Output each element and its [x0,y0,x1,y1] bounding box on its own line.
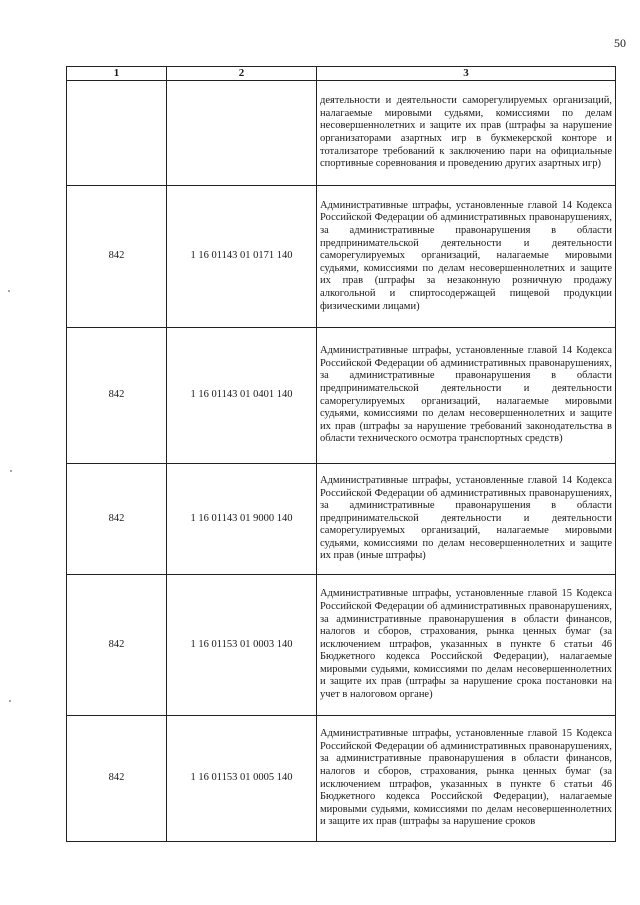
column-header-1: 1 [67,67,167,81]
admin-code-cell: 842 [67,575,167,716]
column-header-2: 2 [167,67,317,81]
table-header-row [67,67,616,81]
column-header-3: 3 [317,67,616,81]
budget-code-cell: 1 16 01143 01 0171 140 [167,186,317,328]
description-cell: деятельности и деятельности саморегулируемых организаций, налагаемые мировыми судьями, комиссиями по делам несовершеннолетних и защите их прав (штрафы за нарушение организаторами азартных игр в букмекерской конторе и тотализаторе требований к заключению пари на официальные спортивные соревнования и проведению других азартных игр) [317,81,616,186]
scan-speck [9,700,11,702]
budget-code-cell: 1 16 01153 01 0005 140 [167,716,317,842]
budget-code-cell: 1 16 01143 01 9000 140 [167,464,317,575]
budget-code-cell: 1 16 01143 01 0401 140 [167,328,317,464]
budget-code-cell: 1 16 01153 01 0003 140 [167,575,317,716]
table-row [67,716,616,842]
admin-code-cell: 842 [67,186,167,328]
budget-code-cell [167,81,317,186]
table-row [67,464,616,575]
table-row [67,328,616,464]
description-cell: Административные штрафы, установленные главой 14 Кодекса Российской Федерации об административных правонарушениях, за административные правонарушения в области предпринимательской деятельности и деятельности саморегулируемых организаций, налагаемые мировыми судьями, комиссиями по делам несовершеннолетних и защите их прав (штрафы за незаконную розничную продажу алкогольной и спиртосодержащей пищевой продукции физическими лицами) [317,186,616,328]
admin-code-cell: 842 [67,328,167,464]
description-cell: Административные штрафы, установленные главой 14 Кодекса Российской Федерации об административных правонарушениях, за административные правонарушения в области предпринимательской деятельности и деятельности саморегулируемых организаций, налагаемые мировыми судьями, комиссиями по делам несовершеннолетних и защите их прав (иные штрафы) [317,464,616,575]
description-cell: Административные штрафы, установленные главой 15 Кодекса Российской Федерации об административных правонарушениях, за административные правонарушения в области финансов, налогов и сборов, страхования, рынка ценных бумаг (за исключением штрафов, указанных в пункте 6 статьи 46 Бюджетного кодекса Российской Федерации), налагаемые мировыми судьями, комиссиями по делам несовершеннолетних и защите их прав (штрафы за нарушение срока постановки на учет в налоговом органе) [317,575,616,716]
page-number: 50 [614,36,626,50]
description-cell: Административные штрафы, установленные главой 15 Кодекса Российской Федерации об административных правонарушениях, за административные правонарушения в области финансов, налогов и сборов, страхования, рынка ценных бумаг (за исключением штрафов, указанных в пункте 6 статьи 46 Бюджетного кодекса Российской Федерации), налагаемые мировыми судьями, комиссиями по делам несовершеннолетних и защите их прав (штрафы за нарушение сроков [317,716,616,842]
table-row [67,81,616,186]
admin-code-cell: 842 [67,716,167,842]
table-row [67,575,616,716]
description-cell: Административные штрафы, установленные главой 14 Кодекса Российской Федерации об административных правонарушениях, за административные правонарушения в области предпринимательской деятельности и деятельности саморегулируемых организаций, налагаемые мировыми судьями, комиссиями по делам несовершеннолетних и защите их прав (штрафы за нарушение требований законодательства в области технического осмотра транспортных средств) [317,328,616,464]
admin-code-cell [67,81,167,186]
scan-speck [10,470,12,472]
budget-codes-table [66,66,616,842]
table-row [67,186,616,328]
scan-speck [8,290,10,292]
admin-code-cell: 842 [67,464,167,575]
